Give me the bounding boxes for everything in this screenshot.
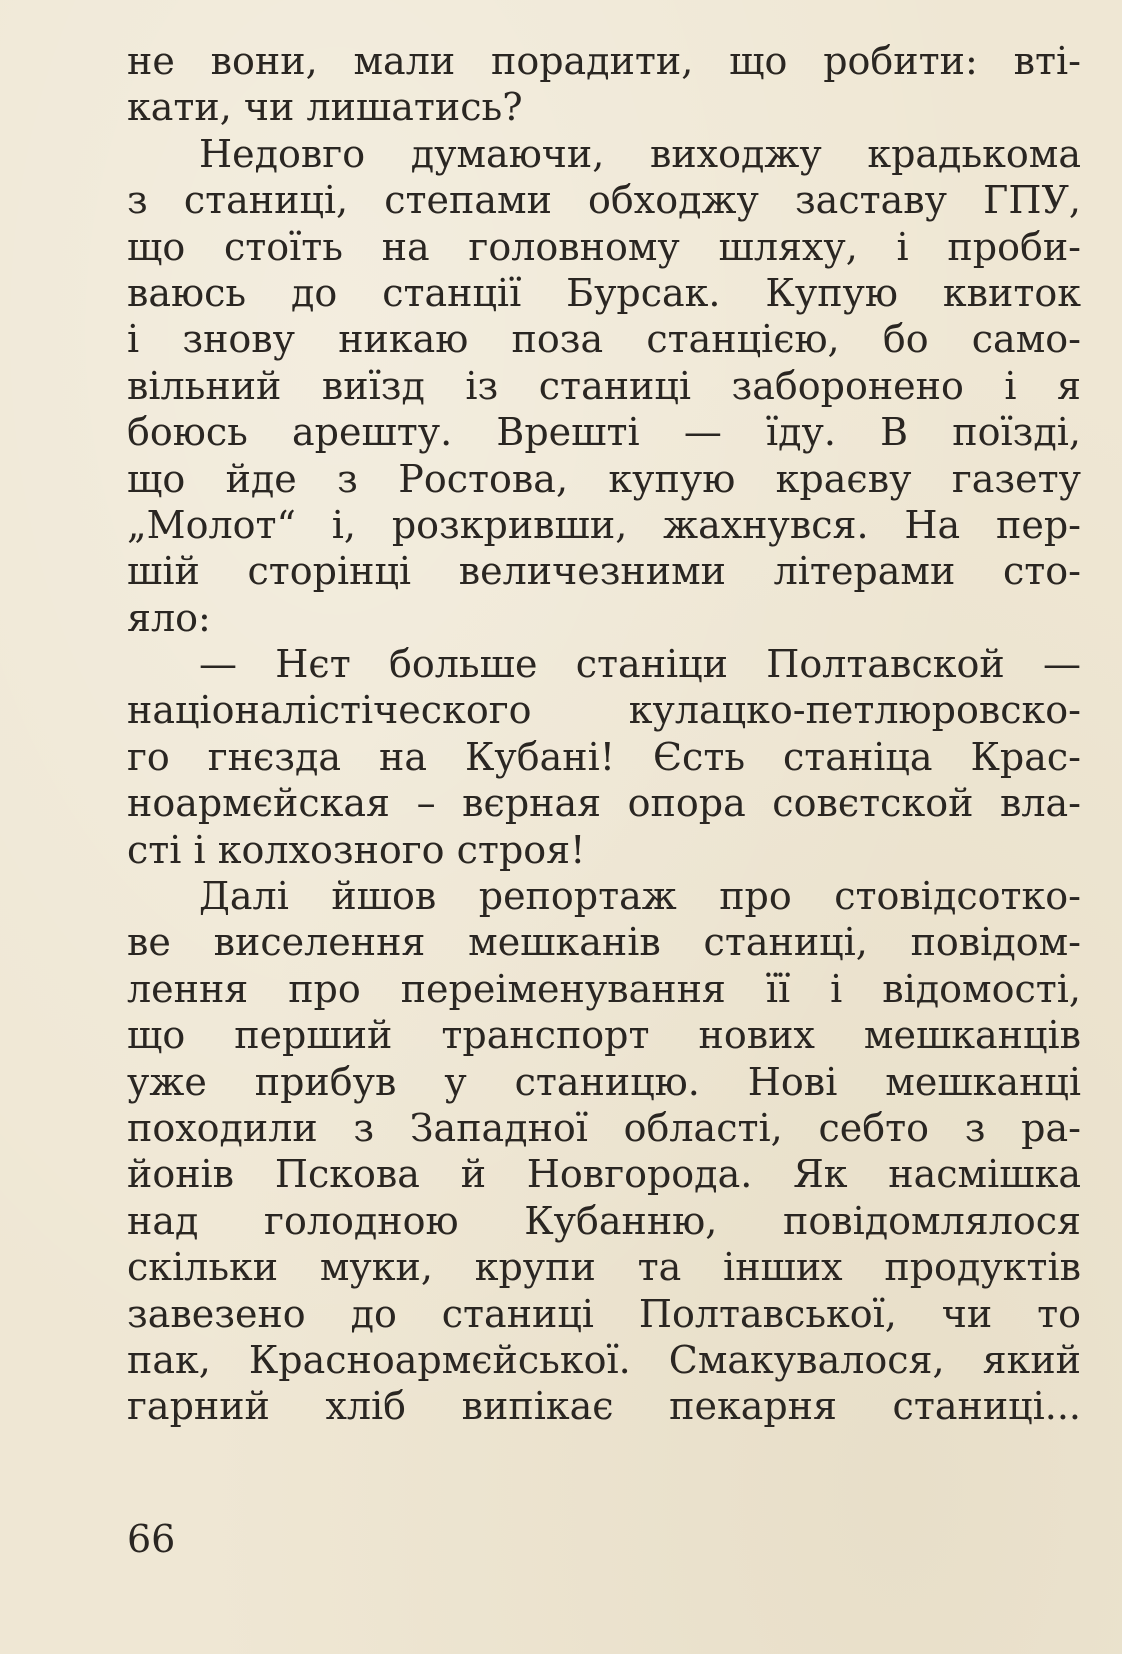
page-number: 66 (127, 1517, 176, 1561)
text-line: ваюсь до станції Бурсак. Купую квиток (127, 270, 1081, 315)
text-line: з станиці, степами обходжу заставу ГПУ, (127, 178, 1081, 223)
text-line: завезено до станиці Полтавської, чи то (127, 1291, 1081, 1336)
text-line: кати, чи лишатись? (127, 85, 523, 130)
text-line: ноармєйская – вєрная опора совєтской вла- (127, 781, 1081, 826)
text-line: уже прибув у станицю. Нові мешканці (127, 1059, 1081, 1104)
text-line: — Нєт больше станіци Полтавской — (199, 642, 1081, 687)
text-line: над голодною Кубанню, повідомлялося (127, 1198, 1081, 1243)
text-line: вільний виїзд із станиці заборонено і я (127, 363, 1081, 408)
text-line: не вони, мали порадити, що робити: вті- (127, 39, 1081, 83)
text-line: яло: (127, 595, 211, 640)
text-line: і знову никаю поза станцією, бо само- (127, 317, 1081, 362)
text-line: скільки муки, крупи та інших продуктів (127, 1245, 1081, 1290)
text-line: Недовго думаючи, виходжу крадькома (199, 131, 1081, 176)
text-line: походили з Западної області, себто з ра- (127, 1105, 1081, 1150)
text-line: сті і колхозного строя! (127, 827, 586, 872)
text-line: шій сторінці величезними літерами сто- (127, 549, 1081, 594)
text-line: лення про переіменування її і відомості, (127, 966, 1081, 1011)
text-line: що перший транспорт нових мешканців (127, 1013, 1081, 1058)
text-line: що йде з Ростова, купую краєву газету (127, 456, 1081, 501)
text-line: гарний хліб випікає пекарня станиці... (127, 1384, 1081, 1429)
text-line: ве виселення мешканів станиці, повідом- (127, 920, 1081, 965)
text-line: го гнєзда на Кубані! Єсть станіца Крас- (127, 734, 1081, 779)
text-line: „Молот“ і, розкривши, жахнувся. На пер- (127, 502, 1081, 547)
text-line: що стоїть на головному шляху, і проби- (127, 224, 1081, 269)
text-line: боюсь арешту. Врешті — їду. В поїзді, (127, 410, 1081, 455)
text-line: націоналістіческого кулацко-петлюровско- (127, 688, 1081, 733)
text-line: йонів Пскова й Новгорода. Як насмішка (127, 1152, 1081, 1197)
text-line: пак, Красноармєйської. Смакувалося, який (127, 1337, 1081, 1382)
text-line: Далі йшов репортаж про стовідсотко- (199, 874, 1081, 919)
body-text (127, 38, 1081, 1430)
